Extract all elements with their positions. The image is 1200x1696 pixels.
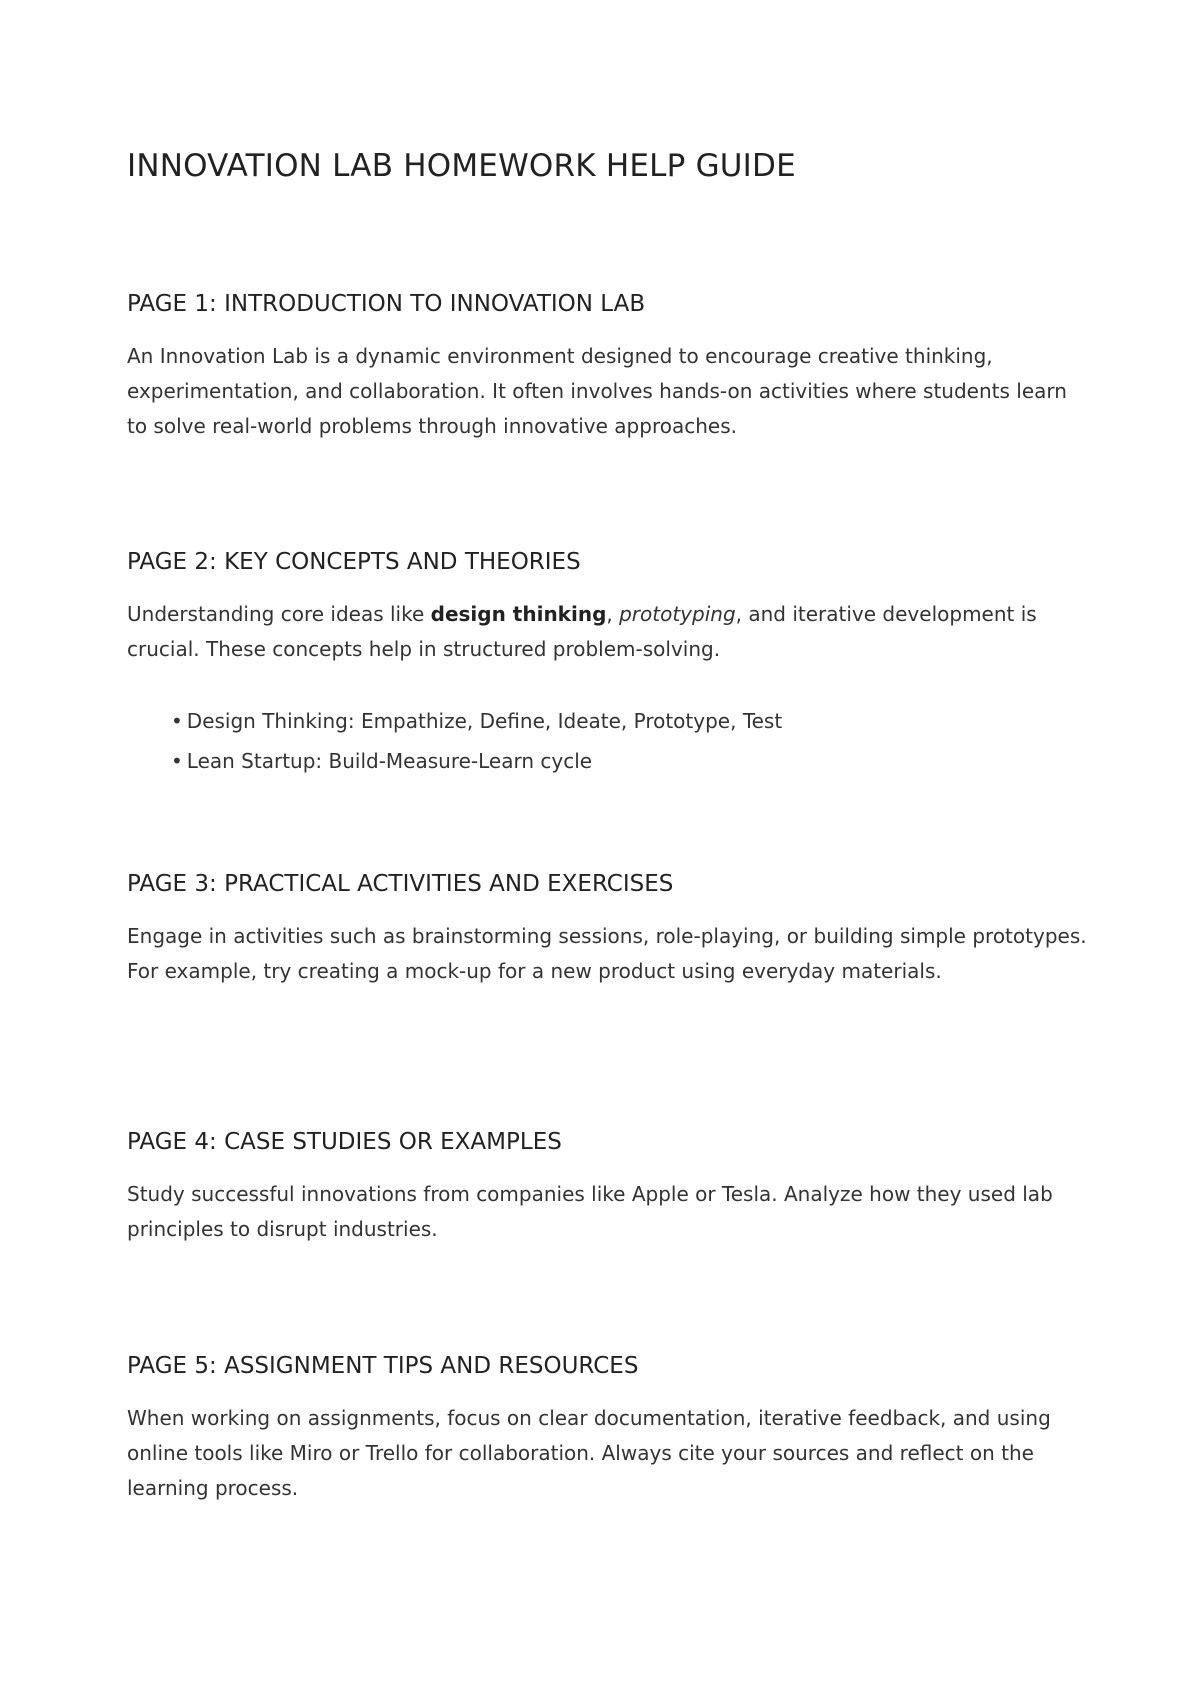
list-item bbox=[171, 751, 782, 771]
body-italic-term: prototyping bbox=[619, 602, 736, 626]
section-body bbox=[127, 597, 1087, 667]
bullet-icon: • bbox=[171, 709, 183, 733]
list-item bbox=[171, 711, 782, 731]
list-item-text: Design Thinking: Empathize, Define, Ideate, Prototype, Test bbox=[186, 709, 783, 733]
bullet-icon: • bbox=[171, 749, 183, 773]
section-heading: PAGE 2: KEY CONCEPTS AND THEORIES bbox=[127, 549, 581, 575]
section-heading: PAGE 1: INTRODUCTION TO INNOVATION LAB bbox=[127, 291, 646, 317]
section-heading: PAGE 5: ASSIGNMENT TIPS AND RESOURCES bbox=[127, 1353, 639, 1379]
section-heading: PAGE 4: CASE STUDIES OR EXAMPLES bbox=[127, 1129, 562, 1155]
section-case-studies bbox=[127, 1129, 1087, 1241]
section-body: Study successful innovations from companies like Apple or Tesla. Analyze how they used lab principles to disrupt industries. bbox=[127, 1182, 1053, 1241]
section-body: When working on assignments, focus on clear documentation, iterative feedback, and using online tools like Miro or Trello for collaboration. Always cite your sources and reflect on the learning process. bbox=[127, 1406, 1051, 1500]
section-key-concepts bbox=[127, 549, 1087, 773]
section-practical-activities bbox=[127, 871, 1087, 983]
section-body: Engage in activities such as brainstorming sessions, role-playing, or building simple prototypes. For example, try creating a mock-up for a new product using everyday materials. bbox=[127, 924, 1087, 983]
body-text: , bbox=[606, 602, 620, 626]
bullet-list bbox=[171, 711, 782, 791]
body-text: , and iterative development is crucial. These concepts help in structured problem-solving. bbox=[127, 602, 1037, 661]
section-body: An Innovation Lab is a dynamic environment designed to encourage creative thinking, experimentation, and collaboration. It often involves hands-on activities where students learn to solve real-world problems through innovative approaches. bbox=[127, 344, 1067, 438]
list-item-text: Lean Startup: Build-Measure-Learn cycle bbox=[186, 749, 593, 773]
section-heading: PAGE 3: PRACTICAL ACTIVITIES AND EXERCISES bbox=[127, 871, 674, 897]
section-assignment-tips bbox=[127, 1353, 1087, 1500]
document-title: INNOVATION LAB HOMEWORK HELP GUIDE bbox=[127, 148, 796, 184]
section-introduction bbox=[127, 291, 1087, 438]
body-text: Understanding core ideas like bbox=[127, 602, 431, 626]
body-bold-term: design thinking bbox=[430, 602, 607, 626]
